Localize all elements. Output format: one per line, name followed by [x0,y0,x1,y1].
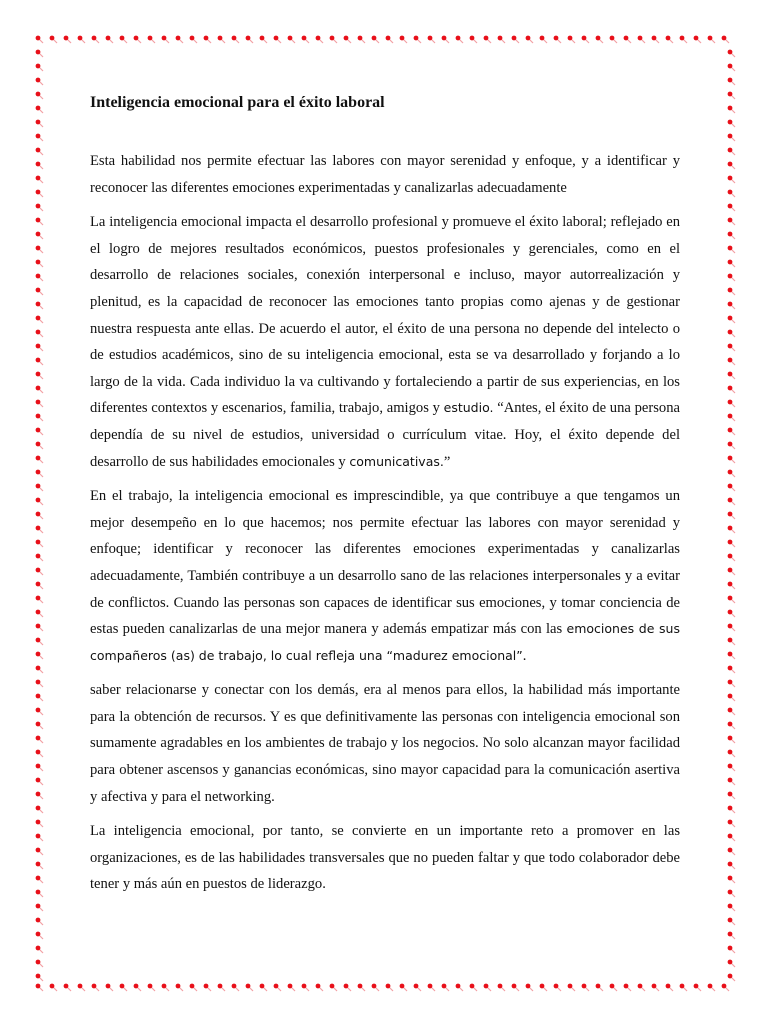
paragraph-2-end: ” [443,453,451,470]
border-pin-dot [596,984,603,991]
border-pin-dot [610,984,617,991]
border-pin-dot [728,568,735,575]
border-pin-dot [386,984,393,991]
border-pin-dot [728,470,735,477]
border-pin-dot [728,78,735,85]
border-pin-dot [728,176,735,183]
paragraph-3-alt-a: emociones de sus compañeros (as) de trabajo, lo cual refleja una “madurez emocional” [90,621,680,663]
border-pin-dot [50,984,57,991]
border-pin-dot [728,974,735,981]
border-pin-dot [526,36,533,43]
border-pin-dot [728,190,735,197]
border-pin-dot [728,148,735,155]
border-pin-dot [50,36,57,43]
border-pin-dot [512,36,519,43]
border-pin-dot [36,792,43,799]
border-pin-dot [64,984,71,991]
paragraph-2-text: La inteligencia emocional impacta el desarrollo profesional y promueve el éxito laboral; reflejado en el logro de mejores resultados económicos, puestos profesionales y gerenciales, como en el desarrollo de relaciones sociales, conexión interpersonal e incluso, mayor autorrealización y plenitud, es la capacidad de reconocer las emociones tanto propias como ajenas y de gestionar nuestra respuesta ante ellas. De acuerdo el autor, el éxito de una persona no depende del intelecto o de estudios académicos, sino de su inteligencia emocional, esta se va desarrollado y forjando a lo largo de la vida. Cada individuo la va cultivando y fortaleciendo a partir de sus experiencias, en los diferentes contextos y escenarios, familia, trabajo, amigos y [90,214,680,417]
border-pin-dot [36,302,43,309]
border-pin-dot [728,414,735,421]
border-pin-dot [36,974,43,981]
border-pin-dot [36,288,43,295]
border-pin-dot [728,960,735,967]
border-pin-dot [36,330,43,337]
border-pin-dot [728,694,735,701]
border-pin-dot [36,806,43,813]
border-pin-dot [554,36,561,43]
border-pin-dot [540,984,547,991]
border-pin-dot [330,36,337,43]
border-pin-dot [36,526,43,533]
border-pin-dot [148,984,155,991]
border-pin-dot [190,36,197,43]
border-pin-dot [428,984,435,991]
border-pin-dot [386,36,393,43]
border-pin-dot [36,862,43,869]
border-pin-dot [36,652,43,659]
border-pin-dot [728,288,735,295]
border-pin-dot [36,680,43,687]
border-pin-dot [358,36,365,43]
border-pin-dot [36,442,43,449]
paragraph-2-alt-a: estudio. [443,400,494,416]
border-pin-dot [456,36,463,43]
document-title: Inteligencia emocional para el éxito laboral [90,94,385,111]
border-pin-dot [666,984,673,991]
border-pin-dot [582,984,589,991]
border-pin-dot [728,848,735,855]
border-pin-dot [246,984,253,991]
border-pin-dot [728,862,735,869]
border-pin-dot [728,106,735,113]
border-pin-dot [64,36,71,43]
border-pin-dot [728,204,735,211]
border-pin-dot [36,876,43,883]
border-pin-dot [36,36,43,43]
border-pin-dot [498,36,505,43]
border-pin-dot [728,218,735,225]
border-pin-dot [36,666,43,673]
border-pin-dot [728,652,735,659]
border-pin-dot [728,820,735,827]
border-pin-dot [680,36,687,43]
border-pin-dot [728,372,735,379]
paragraph-4-text: saber relacionarse y conectar con los demás, era al menos para ellos, la habilidad más importante para la obtención de recursos. Y es que definitivamente las personas con inteligencia emocional son sumamente agradables en los ambientes de trabajo y los negocios. No solo alcanzan mayor facilidad para obtener ascensos y ganancias económicas, sino mayor capacidad para la comunicación asertiva y afectiva y para el networking. [90,682,680,805]
border-pin-dot [442,984,449,991]
border-pin-dot [728,708,735,715]
border-pin-dot [610,36,617,43]
border-pin-dot [148,36,155,43]
border-pin-dot [498,984,505,991]
border-pin-dot [728,512,735,519]
border-pin-dot [204,36,211,43]
border-pin-dot [36,204,43,211]
border-pin-dot [36,134,43,141]
border-pin-dot [568,984,575,991]
border-pin-dot [36,498,43,505]
border-pin-dot [162,984,169,991]
border-pin-dot [708,36,715,43]
paragraph-3-end: . [522,647,527,664]
border-pin-dot [302,36,309,43]
border-pin-dot [728,792,735,799]
border-pin-dot [274,36,281,43]
border-pin-dot [36,414,43,421]
paragraph-5-text: La inteligencia emocional, por tanto, se convierte en un importante reto a promover en las organizaciones, es de las habilidades transversales que no pueden faltar y que todo colaborador debe tener y más aún en puestos de liderazgo. [90,823,680,893]
border-pin-dot [36,344,43,351]
border-pin-dot [36,834,43,841]
border-pin-dot [728,120,735,127]
border-pin-dot [728,764,735,771]
border-pin-dot [728,134,735,141]
border-pin-dot [540,36,547,43]
border-pin-dot [36,778,43,785]
border-pin-dot [36,106,43,113]
border-pin-dot [694,984,701,991]
border-pin-dot [36,918,43,925]
border-pin-dot [232,984,239,991]
border-pin-dot [36,750,43,757]
border-pin-dot [36,162,43,169]
border-pin-dot [36,358,43,365]
border-pin-dot [36,624,43,631]
border-pin-dot [470,984,477,991]
border-pin-dot [624,36,631,43]
border-pin-dot [92,984,99,991]
border-pin-dot [414,36,421,43]
border-pin-dot [36,984,43,991]
border-pin-dot [526,984,533,991]
border-pin-dot [36,120,43,127]
paragraph-2-alt-b: comunicativas. [349,453,444,469]
border-pin-dot [36,274,43,281]
border-pin-dot [728,610,735,617]
border-pin-dot [106,984,113,991]
border-pin-dot [36,554,43,561]
border-pin-dot [638,36,645,43]
border-pin-dot [344,36,351,43]
border-pin-dot [134,984,141,991]
paragraph-1 [90,148,680,201]
border-pin-dot [400,36,407,43]
border-pin-dot [78,984,85,991]
border-pin-dot [36,232,43,239]
border-pin-dot [274,984,281,991]
border-pin-dot [638,984,645,991]
border-pin-dot [728,386,735,393]
border-pin-dot [582,36,589,43]
border-pin-dot [456,984,463,991]
border-pin-dot [36,190,43,197]
border-pin-dot [728,596,735,603]
border-pin-dot [442,36,449,43]
border-pin-dot [36,638,43,645]
border-pin-dot [728,582,735,589]
border-pin-dot [728,302,735,309]
border-pin-dot [232,36,239,43]
border-pin-dot [36,64,43,71]
border-pin-dot [176,36,183,43]
border-pin-dot [728,456,735,463]
border-pin-dot [728,232,735,239]
border-pin-dot [722,984,729,991]
border-pin-dot [330,984,337,991]
border-pin-dot [554,984,561,991]
border-pin-dot [728,274,735,281]
border-pin-dot [36,694,43,701]
border-pin-dot [728,932,735,939]
border-pin-dot [36,78,43,85]
border-pin-dot [288,984,295,991]
border-pin-dot [484,36,491,43]
border-pin-dot [358,984,365,991]
border-pin-dot [372,36,379,43]
border-pin-dot [36,540,43,547]
border-pin-dot [36,848,43,855]
border-pin-dot [36,960,43,967]
border-pin-dot [728,624,735,631]
border-pin-dot [728,442,735,449]
border-pin-dot [36,316,43,323]
paragraph-2-mid: “Antes, el éxito de una persona dependía de su nivel de estudios, universidad o currículum vitae. Hoy, el éxito depende del desarrollo de sus habilidades emocionales y [90,400,680,470]
border-pin-dot [36,386,43,393]
border-pin-dot [260,984,267,991]
border-pin-dot [36,722,43,729]
border-pin-dot [484,984,491,991]
border-pin-dot [36,428,43,435]
border-pin-dot [652,36,659,43]
border-pin-dot [728,400,735,407]
border-pin-dot [204,984,211,991]
border-pin-dot [36,372,43,379]
border-pin-dot [316,36,323,43]
border-pin-dot [120,36,127,43]
border-pin-dot [302,984,309,991]
border-pin-dot [666,36,673,43]
border-pin-dot [728,526,735,533]
border-pin-dot [624,984,631,991]
border-pin-dot [78,36,85,43]
border-pin-dot [728,680,735,687]
border-pin-dot [680,984,687,991]
paragraph-4 [90,677,680,810]
border-pin-dot [728,64,735,71]
border-pin-dot [728,834,735,841]
border-pin-dot [316,984,323,991]
border-pin-dot [134,36,141,43]
border-pin-dot [36,946,43,953]
border-pin-dot [36,820,43,827]
border-pin-dot [728,260,735,267]
border-pin-dot [652,984,659,991]
border-pin-dot [36,596,43,603]
border-pin-dot [36,92,43,99]
border-pin-dot [694,36,701,43]
border-pin-dot [400,984,407,991]
border-pin-dot [190,984,197,991]
border-pin-dot [36,568,43,575]
border-pin-dot [728,778,735,785]
border-pin-dot [106,36,113,43]
border-pin-dot [36,582,43,589]
border-pin-dot [728,428,735,435]
border-pin-dot [728,750,735,757]
border-pin-dot [728,554,735,561]
document-body [90,92,680,906]
border-pin-dot [218,36,225,43]
border-pin-dot [218,984,225,991]
border-pin-dot [36,50,43,57]
border-pin-dot [176,984,183,991]
border-pin-dot [728,876,735,883]
border-pin-dot [728,92,735,99]
border-pin-dot [728,666,735,673]
border-pin-dot [728,246,735,253]
border-pin-dot [260,36,267,43]
paragraph-2 [90,209,680,475]
border-pin-dot [36,260,43,267]
border-pin-dot [728,330,735,337]
border-pin-dot [36,890,43,897]
border-pin-dot [728,736,735,743]
paragraph-1-text: Esta habilidad nos permite efectuar las labores con mayor serenidad y enfoque, y a identificar y reconocer las diferentes emociones experimentadas y canalizarlas adecuadamente [90,153,680,196]
border-pin-dot [36,764,43,771]
border-pin-dot [722,36,729,43]
border-pin-dot [728,946,735,953]
border-pin-dot [728,638,735,645]
border-pin-dot [428,36,435,43]
border-pin-dot [36,176,43,183]
border-pin-dot [246,36,253,43]
border-pin-dot [470,36,477,43]
border-pin-dot [36,512,43,519]
border-pin-dot [344,984,351,991]
border-pin-dot [728,890,735,897]
paragraph-5 [90,818,680,898]
border-pin-dot [162,36,169,43]
paragraph-3 [90,483,680,669]
border-pin-dot [36,736,43,743]
border-pin-dot [568,36,575,43]
border-pin-dot [728,904,735,911]
border-pin-dot [36,400,43,407]
border-pin-dot [288,36,295,43]
border-pin-dot [728,50,735,57]
border-pin-dot [728,498,735,505]
border-pin-dot [512,984,519,991]
border-pin-dot [36,484,43,491]
border-pin-dot [92,36,99,43]
border-pin-dot [728,540,735,547]
paragraph-3-text: En el trabajo, la inteligencia emocional es imprescindible, ya que contribuye a que tengamos un mejor desempeño en lo que hacemos; nos permite efectuar las labores con mayor serenidad y enfoque; identificar y reconocer las diferentes emociones experimentadas y canalizarlas adecuadamente, También contribuye a un desarrollo sano de las relaciones interpersonales y a evitar de conflictos. Cuando las personas son capaces de identificar sus emociones, y tomar conciencia de estas pueden canalizarlas de una mejor manera y además empatizar más con las [90,488,680,638]
border-pin-dot [728,806,735,813]
border-pin-dot [36,904,43,911]
border-pin-dot [372,984,379,991]
border-pin-dot [728,722,735,729]
border-pin-dot [120,984,127,991]
border-pin-dot [728,918,735,925]
border-pin-dot [728,162,735,169]
border-pin-dot [36,218,43,225]
border-pin-dot [728,358,735,365]
border-pin-dot [728,344,735,351]
border-pin-dot [596,36,603,43]
border-pin-dot [36,246,43,253]
border-pin-dot [36,708,43,715]
border-pin-dot [414,984,421,991]
border-pin-dot [36,148,43,155]
border-pin-dot [36,470,43,477]
border-pin-dot [728,316,735,323]
border-pin-dot [36,456,43,463]
border-pin-dot [708,984,715,991]
border-pin-dot [36,932,43,939]
border-pin-dot [36,610,43,617]
border-pin-dot [728,484,735,491]
